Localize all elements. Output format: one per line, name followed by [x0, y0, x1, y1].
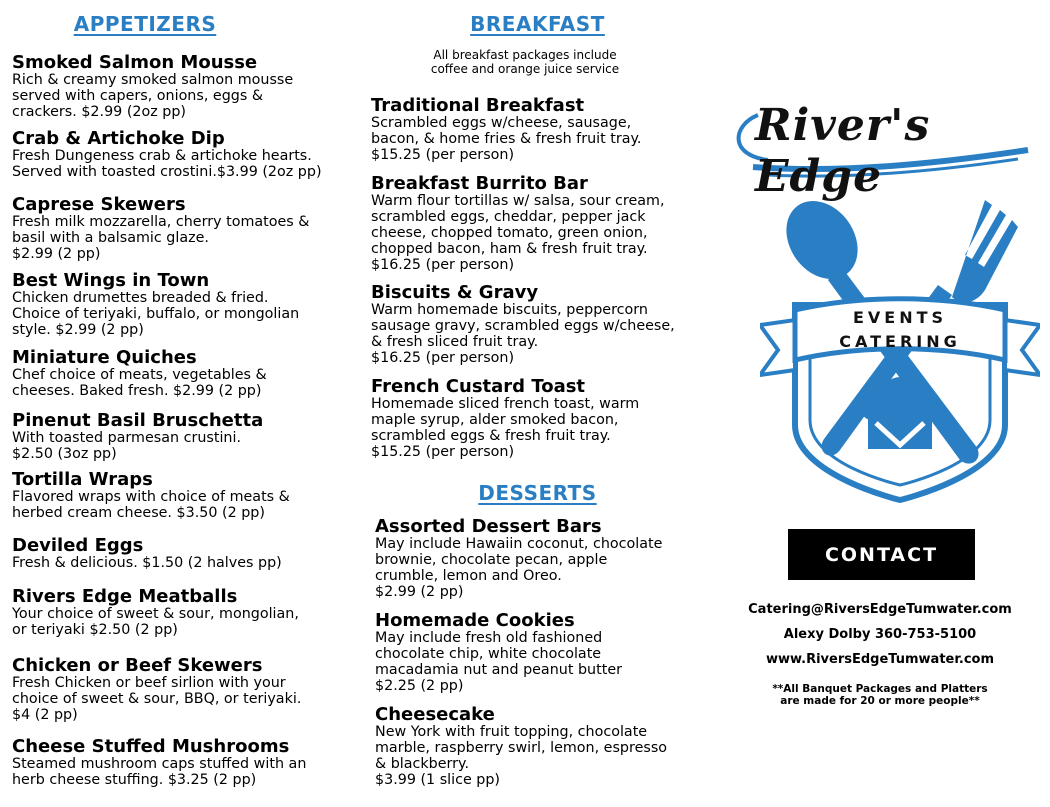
menu-item-cookies	[375, 611, 622, 694]
item-title: Best Wings in Town	[12, 270, 210, 291]
item-title: Rivers Edge Meatballs	[12, 586, 238, 607]
menu-item-stuffed-mushrooms	[12, 737, 306, 788]
menu-item-crab-artichoke-dip	[12, 129, 322, 180]
banquet-fine-print: **All Banquet Packages and Platters are made for 20 or more people**	[772, 683, 988, 707]
menu-item-pinenut-bruschetta	[12, 411, 263, 462]
item-title: Pinenut Basil Bruschetta	[12, 410, 264, 431]
item-title: Chicken or Beef Skewers	[12, 655, 263, 676]
item-description: Your choice of sweet & sour, mongolian, or teriyaki $2.50 (2 pp)	[12, 606, 299, 638]
contact-email[interactable]: Catering@RiversEdgeTumwater.com	[748, 602, 1012, 617]
item-title: Homemade Cookies	[375, 610, 575, 631]
item-title: Cheese Stuffed Mushrooms	[12, 736, 290, 757]
item-description: Rich & creamy smoked salmon mousse served with capers, onions, eggs & crackers. $2.99 (2oz pp)	[12, 72, 294, 120]
item-description: Scrambled eggs w/cheese, sausage, bacon, & home fries & fresh fruit tray. $15.25 (per person)	[371, 115, 642, 163]
menu-item-skewers	[12, 656, 301, 723]
item-title: Cheesecake	[375, 704, 495, 725]
menu-item-french-toast	[371, 377, 639, 460]
item-description: Fresh & delicious. $1.50 (2 halves pp)	[12, 555, 282, 571]
item-title: Miniature Quiches	[12, 347, 197, 368]
menu-item-burrito-bar	[371, 174, 665, 273]
breakfast-note: All breakfast packages include coffee and orange juice service	[430, 48, 620, 76]
item-description: Fresh Chicken or beef sirlion with your choice of sweet & sour, BBQ, or teriyaki. $4 (2 pp)	[12, 675, 302, 723]
item-description: Fresh Dungeness crab & artichoke hearts. Served with toasted crostini.$3.99 (2oz pp)	[12, 148, 322, 180]
item-title: Tortilla Wraps	[12, 469, 153, 490]
menu-item-meatballs	[12, 587, 299, 638]
item-description: Chef choice of meats, vegetables & cheeses. Baked fresh. $2.99 (2 pp)	[12, 367, 267, 399]
appetizers-heading: APPETIZERS	[73, 12, 217, 36]
item-title: Crab & Artichoke Dip	[12, 128, 225, 149]
menu-item-tortilla-wraps	[12, 470, 290, 521]
item-description: May include Hawaiin coconut, chocolate brownie, chocolate pecan, apple crumble, lemon and Oreo. $2.99 (2 pp)	[375, 536, 663, 600]
menu-item-dessert-bars	[375, 517, 662, 600]
item-description: May include fresh old fashioned chocolate chip, white chocolate macadamia nut and peanut butter $2.25 (2 pp)	[375, 630, 622, 694]
desserts-heading: DESSERTS	[478, 481, 597, 505]
logo-wordmark: River's Edge	[755, 100, 931, 202]
contact-phone: Alexy Dolby 360-753-5100	[783, 627, 977, 642]
item-title: Biscuits & Gravy	[371, 282, 539, 303]
menu-item-cheesecake	[375, 705, 667, 788]
item-title: Smoked Salmon Mousse	[12, 52, 258, 73]
menu-item-best-wings	[12, 271, 299, 338]
item-title: French Custard Toast	[371, 376, 586, 397]
breakfast-heading: BREAKFAST	[470, 12, 605, 36]
item-description: Flavored wraps with choice of meats & herbed cream cheese. $3.50 (2 pp)	[12, 489, 290, 521]
contact-button[interactable]: CONTACT	[788, 529, 975, 580]
item-description: With toasted parmesan crustini. $2.50 (3oz pp)	[12, 430, 241, 462]
item-title: Deviled Eggs	[12, 535, 144, 556]
item-title: Assorted Dessert Bars	[375, 516, 602, 537]
item-description: Chicken drumettes breaded & fried. Choice of teriyaki, buffalo, or mongolian style. $2.99 (2 pp)	[12, 290, 300, 338]
menu-item-biscuits-gravy	[371, 283, 675, 366]
item-description: Fresh milk mozzarella, cherry tomatoes & basil with a balsamic glaze. $2.99 (2 pp)	[12, 214, 310, 262]
item-title: Breakfast Burrito Bar	[371, 173, 588, 194]
item-description: Warm flour tortillas w/ salsa, sour cream, scrambled eggs, cheddar, pepper jack cheese, chopped tomato, green onion, chopped bacon, ham & fresh fruit tray. $16.25 (per person)	[371, 193, 665, 273]
item-description: Warm homemade biscuits, peppercorn sausage gravy, scrambled eggs w/cheese, & fresh sliced fruit tray. $16.25 (per person)	[371, 302, 675, 366]
menu-item-caprese-skewers	[12, 195, 309, 262]
item-description: New York with fruit topping, chocolate marble, raspberry swirl, lemon, espresso & blackberry. $3.99 (1 slice pp)	[375, 724, 668, 788]
item-title: Traditional Breakfast	[371, 95, 585, 116]
badge-line-events: EVENTS	[852, 308, 948, 327]
menu-item-miniature-quiches	[12, 348, 267, 399]
item-title: Caprese Skewers	[12, 194, 186, 215]
menu-item-traditional-breakfast	[371, 96, 641, 163]
menu-item-smoked-salmon-mousse	[12, 53, 293, 120]
contact-website[interactable]: www.RiversEdgeTumwater.com	[765, 652, 995, 667]
menu-item-deviled-eggs	[12, 536, 282, 571]
item-description: Homemade sliced french toast, warm maple syrup, alder smoked bacon, scrambled eggs & fresh fruit tray. $15.25 (per person)	[371, 396, 640, 460]
events-catering-emblem	[760, 195, 1040, 510]
item-description: Steamed mushroom caps stuffed with an herb cheese stuffing. $3.25 (2 pp)	[12, 756, 307, 788]
badge-line-catering: CATERING	[839, 332, 961, 351]
